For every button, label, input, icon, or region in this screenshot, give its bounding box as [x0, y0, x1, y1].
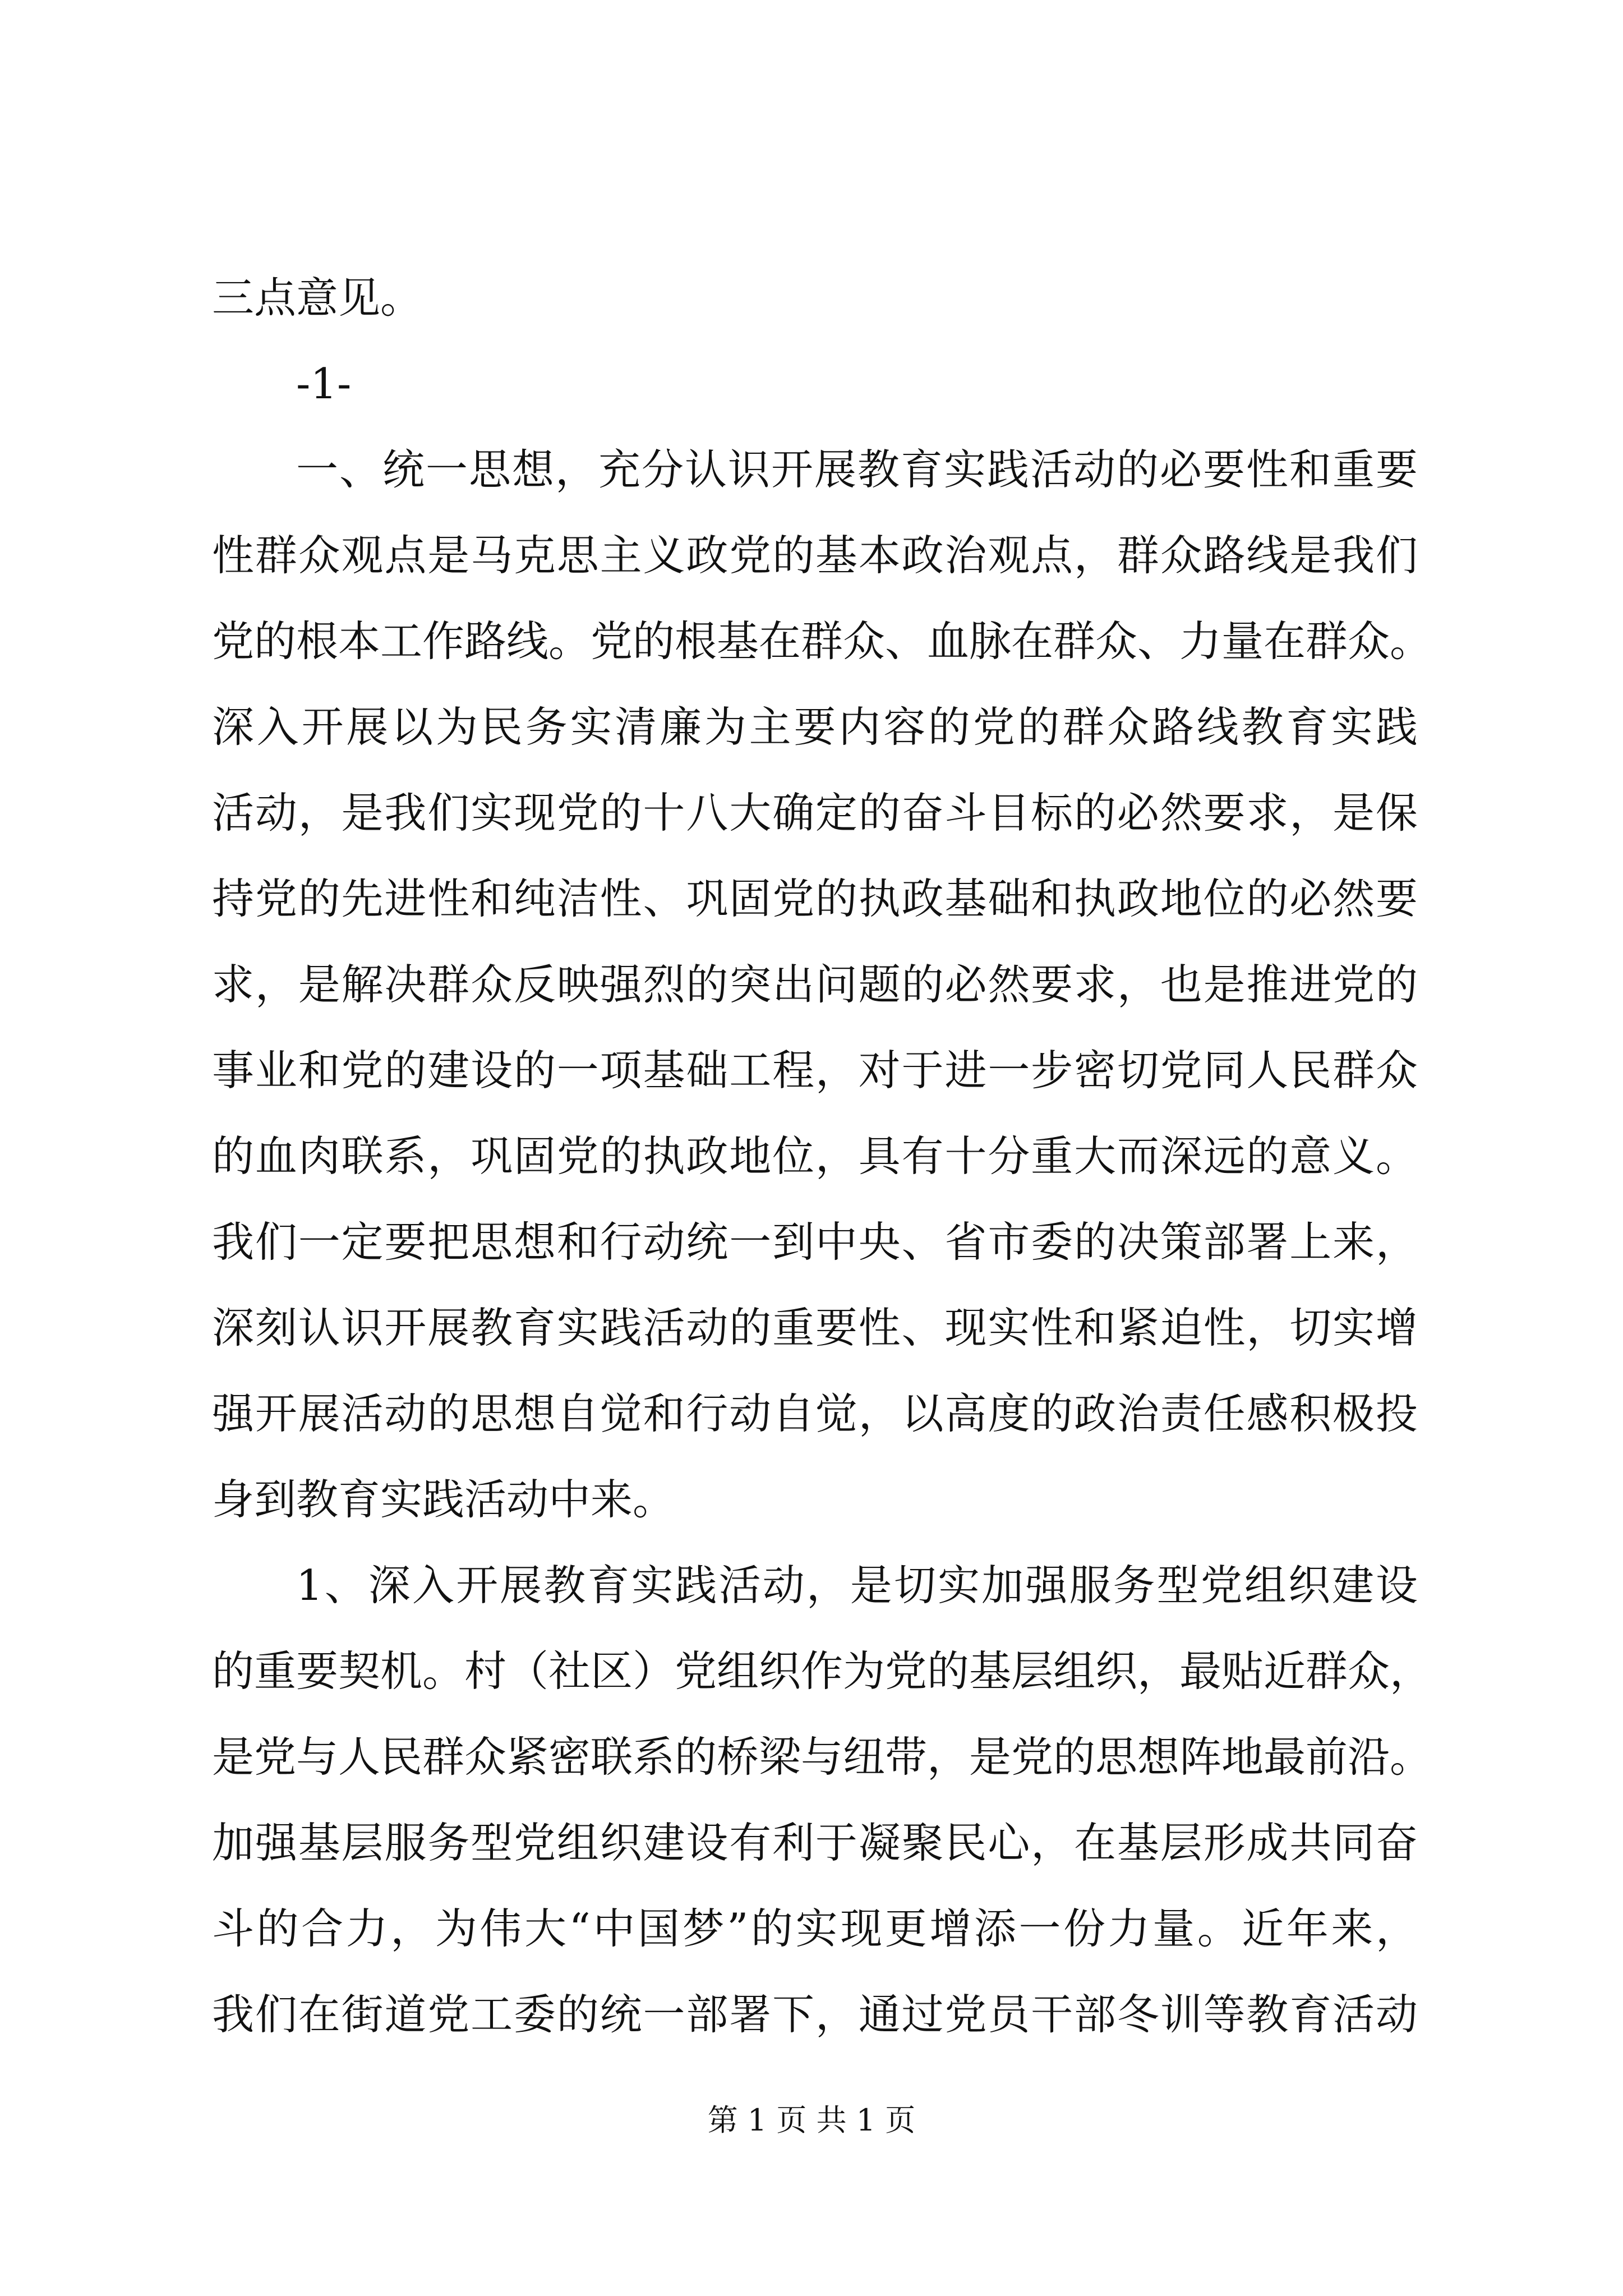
text-line: 加强基层服务型党组织建设有利于凝聚民心，在基层形成共同奋	[212, 1818, 1418, 1867]
text-line: 的重要契机。村（社区）党组织作为党的基层组织，最贴近群众，	[212, 1646, 1432, 1696]
text-line: 我们一定要把思想和行动统一到中央、省市委的决策部署上来，	[212, 1217, 1418, 1267]
text-line: 的血肉联系，巩固党的执政地位，具有十分重大而深远的意义。	[212, 1131, 1418, 1181]
page-footer: 第 1 页 共 1 页	[707, 2102, 916, 2138]
text-line: 斗的合力，为伟大“中国梦”的实现更增添一份力量。近年来，	[212, 1904, 1418, 1953]
text-line: 深入开展以为民务实清廉为主要内容的党的群众路线教育实践	[212, 702, 1418, 752]
text-line: 身到教育实践活动中来。	[212, 1475, 675, 1524]
text-line: 深刻认识开展教育实践活动的重要性、现实性和紧迫性，切实增	[212, 1303, 1418, 1352]
text-line: 1、深入开展教育实践活动，是切实加强服务型党组织建设	[296, 1561, 1418, 1610]
body-text	[212, 255, 1432, 2058]
inline-page-number: -1-	[296, 359, 352, 408]
text-line: 持党的先进性和纯洁性、巩固党的执政基础和执政地位的必然要	[212, 874, 1418, 923]
text-line: 事业和党的建设的一项基础工程，对于进一步密切党同人民群众	[212, 1046, 1418, 1095]
text-line: 是党与人民群众紧密联系的桥梁与纽带，是党的思想阵地最前沿。	[212, 1732, 1432, 1782]
text-line: 一、统一思想，充分认识开展教育实践活动的必要性和重要	[296, 445, 1418, 494]
text-line: 三点意见。	[212, 273, 423, 323]
text-line: 党的根本工作路线。党的根基在群众、血脉在群众、力量在群众。	[212, 616, 1432, 666]
text-line: 活动，是我们实现党的十八大确定的奋斗目标的必然要求，是保	[212, 788, 1418, 838]
text-line: 性群众观点是马克思主义政党的基本政治观点，群众路线是我们	[212, 531, 1418, 580]
text-line: 强开展活动的思想自觉和行动自觉，以高度的政治责任感积极投	[212, 1389, 1418, 1438]
text-line: 求，是解决群众反映强烈的突出问题的必然要求，也是推进党的	[212, 960, 1418, 1009]
text-line: 我们在街道党工委的统一部署下，通过党员干部冬训等教育活动	[212, 1990, 1418, 2039]
